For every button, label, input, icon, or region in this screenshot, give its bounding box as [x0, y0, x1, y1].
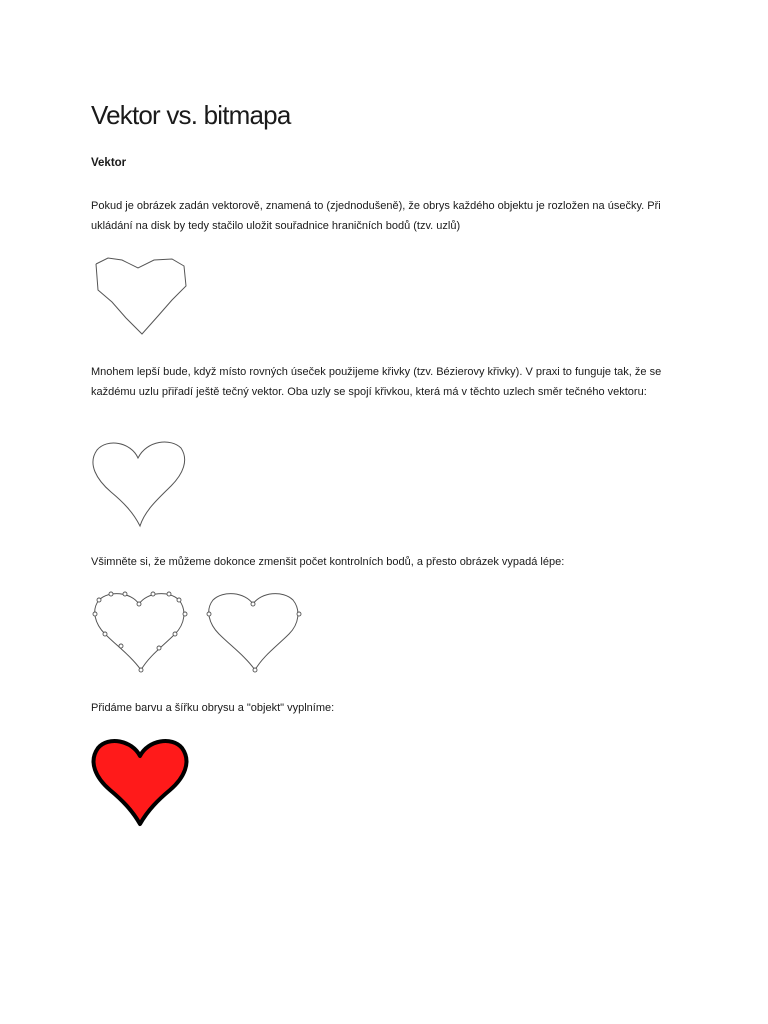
paragraph-3: Všimněte si, že můžeme dokonce zmenšit počet kontrolních bodů, a přesto obrázek vypadá lépe: — [91, 556, 565, 568]
heart-with-control-points-icon — [91, 590, 189, 674]
heart-curve-icon — [91, 440, 189, 528]
paragraph-2: Mnohem lepší bude, když místo rovných úseček použijeme křivky (tzv. Bézierovy křivky). V praxi to funguje tak, že se každému uzlu přiřadí ještě tečný vektor. Oba uzly se spojí křivkou, která má v těchto uzlech směr tečného vektoru: — [91, 366, 662, 398]
section-heading: Vektor — [91, 157, 127, 169]
heart-smooth-icon — [205, 590, 303, 674]
heart-filled-icon — [90, 736, 190, 828]
paragraph-4: Přidáme barvu a šířku obrysu a "objekt" vyplníme: — [91, 702, 335, 714]
heart-polygon-icon — [92, 254, 188, 338]
page-title: Vektor vs. bitmapa — [91, 100, 291, 130]
paragraph-1: Pokud je obrázek zadán vektorově, znamená to (zjednodušeně), že obrys každého objektu je rozložen na úsečky. Při ukládání na disk by tedy stačilo uložit souřadnice hraničních bodů (tzv. uzlů) — [91, 200, 661, 232]
